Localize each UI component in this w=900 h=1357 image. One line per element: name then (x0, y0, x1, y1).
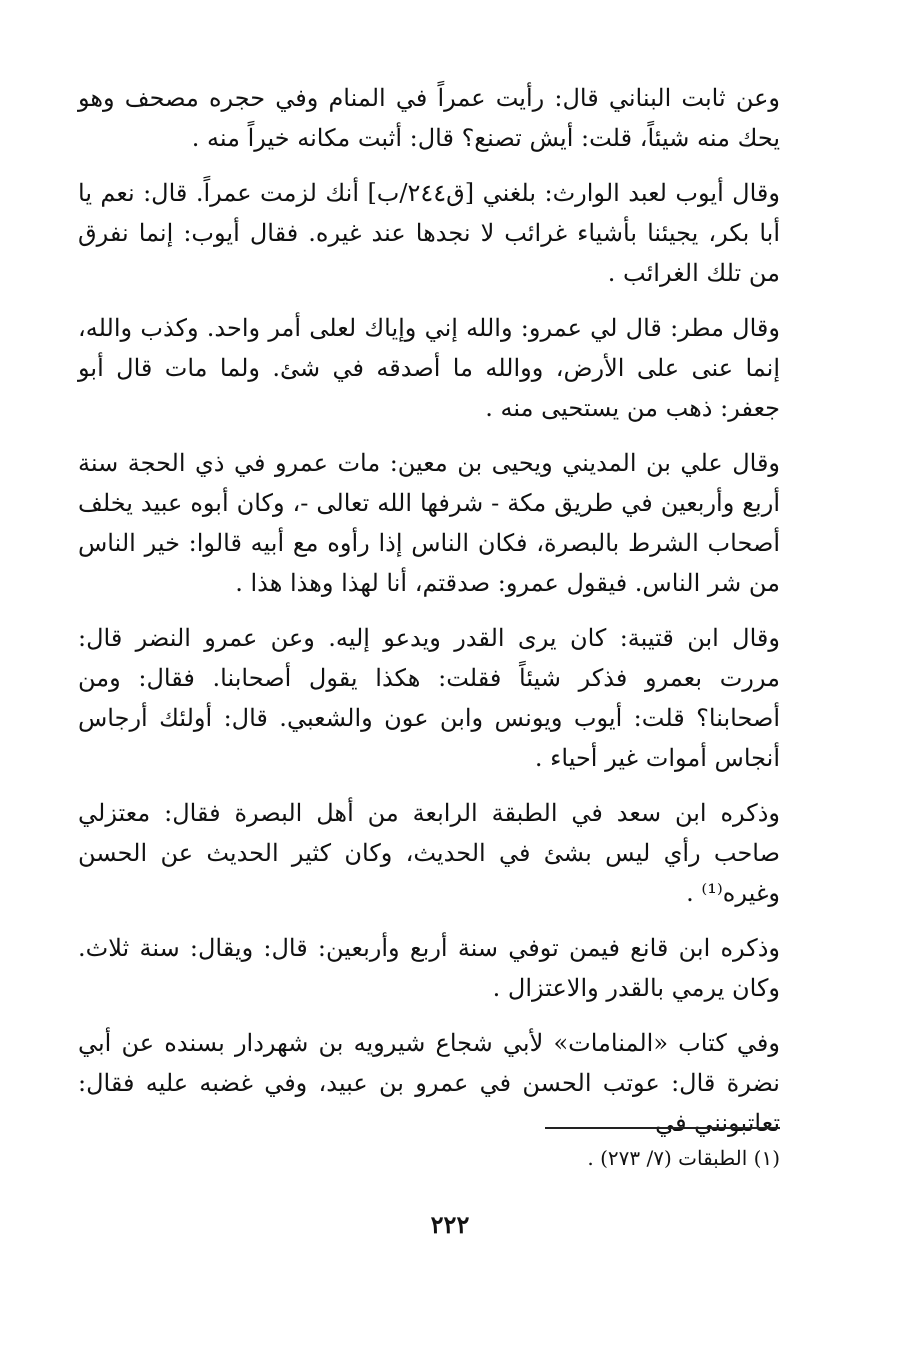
paragraph-matar: وقال مطر: قال لي عمرو: والله إني وإياك لعلى أمر واحد. وكذب والله، إنما عنى على الأرض، ووالله ما أصدقه في شئ. ولما مات قال أبو جعفر: ذهب من يستحيى منه . (78, 314, 780, 422)
page-body (78, 78, 780, 1158)
paragraph-ali-madini: وقال علي بن المديني ويحيى بن معين: مات عمرو في ذي الحجة سنة أربع وأربعين في طريق مكة - شرفها الله تعالى -، وكان أبوه عبيد يخلف أصحاب الشرط بالبصرة، فكان الناس إذا رأوه مع أبيه قالوا: خير الناس من شر الناس. فيقول عمرو: صدقتم، أنا لهذا وهذا هذا . (78, 449, 780, 597)
paragraph-ibn-qutayba: وقال ابن قتيبة: كان يرى القدر ويدعو إليه. وعن عمرو النضر قال: مررت بعمرو فذكر شيئاً فقلت: هكذا يقول أصحابنا. فقال: ومن أصحابنا؟ قلت: أيوب ويونس وابن عون والشعبي. قال: أولئك أرجاس أنجاس أموات غير أحياء . (78, 624, 780, 772)
footnote-divider (545, 1127, 780, 1129)
paragraph-ibn-qani: وذكره ابن قانع فيمن توفي سنة أربع وأربعين: قال: ويقال: سنة ثلاث. وكان يرمي بالقدر والاعتزال . (78, 934, 780, 1002)
footnote: (١) الطبقات (٧/ ٢٧٣) . (587, 1146, 780, 1170)
paragraph-ibn-sad: وذكره ابن سعد في الطبقة الرابعة من أهل البصرة فقال: معتزلي صاحب رأي ليس بشئ في الحديث، وكان كثير الحديث عن الحسن وغيره⁽¹⁾ . (78, 799, 780, 907)
paragraph-thabit: وعن ثابت البناني قال: رأيت عمراً في المنام وفي حجره مصحف وهو يحك منه شيئاً، قلت: أيش تصنع؟ قال: أثبت مكانه خيراً منه . (78, 84, 780, 152)
paragraph-ayyub: وقال أيوب لعبد الوارث: بلغني [ق٢٤٤/ب] أنك لزمت عمراً. قال: نعم يا أبا بكر، يجيئنا بأشياء غرائب لا نجدها عند غيره. فقال أيوب: إنما نفرق من تلك الغرائب . (78, 179, 780, 287)
page-number: ٢٢٢ (430, 1210, 470, 1239)
paragraph-manamat: وفي كتاب «المنامات» لأبي شجاع شيرويه بن شهردار بسنده عن أبي نضرة قال: عوتب الحسن في عمرو بن عبيد، وفي غضبه عليه فقال: تعاتبونني في (78, 1029, 780, 1137)
